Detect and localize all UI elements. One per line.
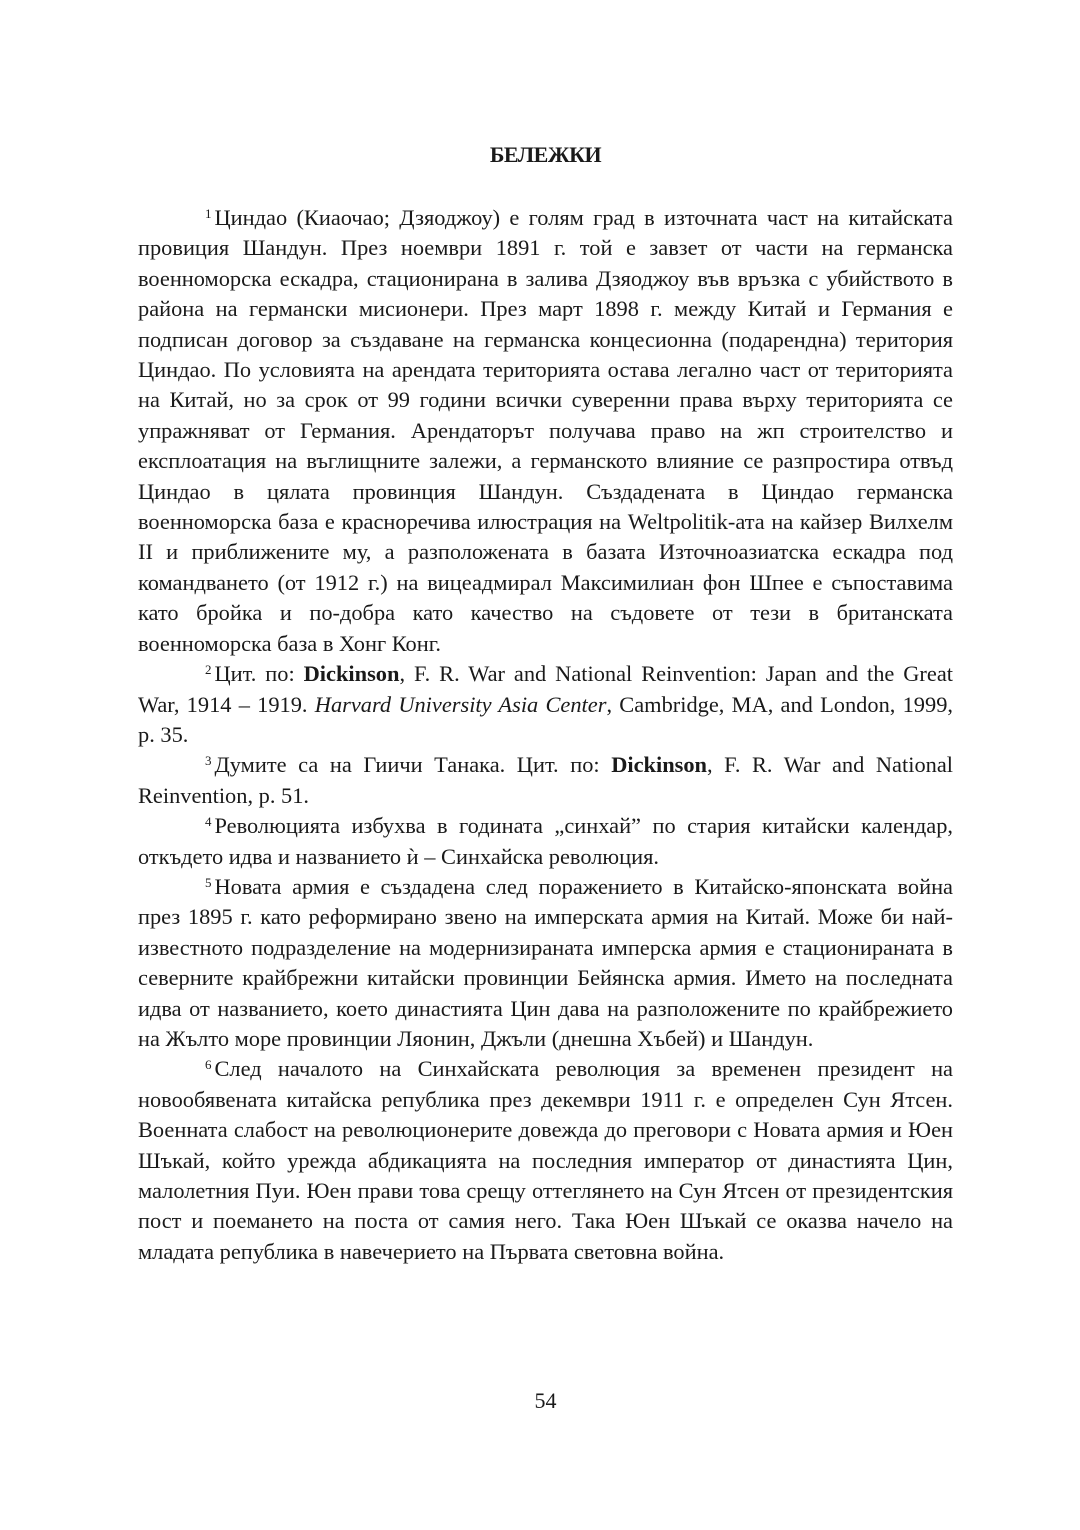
endnote-number: 6 [205, 1057, 212, 1073]
endnote-text: След началото на Синхайската революция за временен президент на новообявената китайска република през декември 1911 г. е определен Сун Ятсен. Военната слабост на революционерите довежда до преговори с Новата армия и Юен Шъкай, който урежда абдикацията на последния император от династията Цин, малолетния Пуи. Юен прави това срещу оттеглянето на Сун Ятсен от президентския пост и поемането на поста от самия него. Така Юен Шъкай се оказва начело на младата република в навечерието на Първата световна война. [138, 1056, 953, 1264]
citation-title: , F. R. War and National Reinvention: Japan and the Great War, 1914 – 1919. [138, 661, 953, 717]
endnote-number: 1 [205, 206, 212, 221]
endnote-6 [138, 1054, 953, 1267]
citation-details: , F. R. War and National Reinvention, p. 51. [138, 752, 953, 808]
endnote-2 [138, 659, 953, 750]
document-page [138, 0, 953, 1530]
endnote-number: 4 [205, 814, 212, 830]
endnote-number: 3 [205, 753, 212, 769]
endnote-3 [138, 750, 953, 811]
endnote-1 [138, 203, 953, 659]
endnote-text: Циндао (Киаочао; Дзяоджоу) е голям град в източната част на китайската провиция Шандун. През ноември 1891 г. той е завзет от части на германска военноморска ескадра, стационирана в залива Дзяоджоу във връзка с убийството в района на германски мисионери. През март 1898 г. между Китай и Германия е подписан договор за създаване на германска концесионна (подарендна) територия Циндао. По условията на арендата територията остава легално част от територията на Китай, но за срок от 99 години всички суверенни права върху територията се упражняват от Германия. Арендаторът получава право на жп строителство и експлоатация на въглищните залежи, а германското влияние се разпростира отвъд Циндао в цялата провинция Шандун. Създадената в Циндао германска военноморска база е красноречива илюстрация на Weltpolitik-ата на кайзер Вилхелм II и приближените му, а разположената в базата Източноазиатска ескадра под командването (от 1912 г.) на вицеадмирал Максимилиан фон Шпее е съпоставима като бройка и по-добра като качество на съдовете от тези в британската военноморска база в Хонг Конг. [138, 205, 953, 656]
endnotes-list [138, 203, 953, 1267]
endnote-5 [138, 872, 953, 1054]
endnote-text-prefix: Цит. по: [214, 661, 304, 687]
citation-publisher: Harvard University Asia Center [314, 691, 607, 717]
citation-details: , Cambridge, MA, and London, 1999, p. 35. [138, 691, 953, 747]
endnote-number: 5 [205, 874, 212, 890]
endnote-4 [138, 811, 953, 872]
endnote-text: Революцията избухва в годината „синхай” по стария китайски календар, откъдето идва и названието ѝ – Синхайска революция. [138, 813, 953, 869]
citation-author: Dickinson [611, 752, 708, 778]
endnote-number: 2 [205, 662, 212, 678]
endnote-text: Новата армия е създадена след поражението в Китайско-японската война през 1895 г. като реформирано звено на имперската армия на Китай. Може би най-известното подразделение на модернизираната имперска армия е стационираната в северните крайбрежни китайски провинции Бейянска армия. Името на последната идва от названието, което династията Цин дава на разположените по крайбрежието на Жълто море провинции Ляонин, Джъли (днешна Хъбей) и Шандун. [138, 873, 953, 1051]
citation-author: Dickinson [303, 661, 400, 687]
endnote-text-prefix: Думите са на Гиичи Танака. Цит. по: [214, 752, 612, 778]
page-heading: БЕЛЕЖКИ [489, 142, 602, 167]
page-number: 54 [534, 1388, 557, 1413]
